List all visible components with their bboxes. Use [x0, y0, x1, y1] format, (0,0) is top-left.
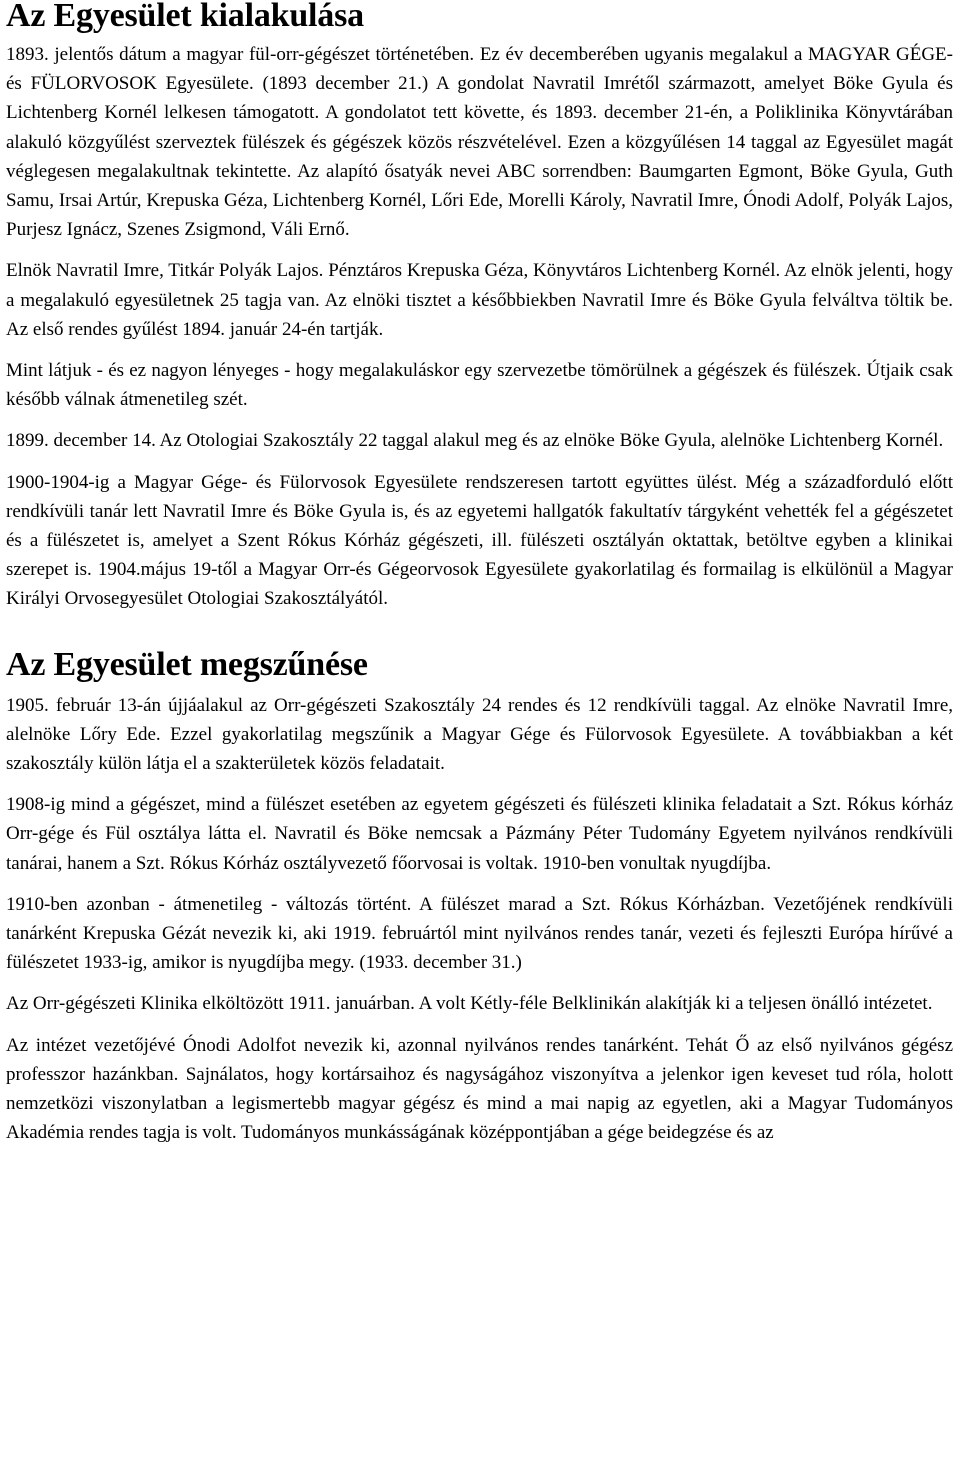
paragraph-founding-history: 1893. jelentős dátum a magyar fül-orr-gégészet történetében. Ez év decemberében ugyanis megalakul a MAGYAR GÉGE- és FÜLORVOSOK Egyesülete. (1893 december 21.) A gondolat Navratil Imrétől származott, amelyet Böke Gyula és Lichtenberg Kornél lelkesen támogatott. A gondolatot tett követte, és 1893. december 21-én, a Poliklinika Könyvtárában alakuló közgyűlést szerveztek fülészek és gégészek közös részvételével. Ezen a közgyűlésen 14 taggal az Egyesület magát véglegesen megalakultnak tekintette. Az alapító ősatyák nevei ABC sorrendben: Baumgarten Egmont, Böke Gyula, Guth Samu, Irsai Artúr, Krepuska Géza, Lichtenberg Kornél, Lőri Ede, Morelli Károly, Navratil Imre, Ónodi Adolf, Polyák Lajos, Purjesz Ignácz, Szenes Zsigmond, Váli Ernő. [6, 44, 953, 241]
paragraph-otology-section-1899: 1899. december 14. Az Otologiai Szakosztály 22 taggal alakul meg és az elnöke Böke Gyula, alelnöke Lichtenberg Kornél. [6, 430, 944, 452]
paragraph-clinic-relocation-1911: Az Orr-gégészeti Klinika elköltözött 1911. januárban. A volt Kétly-féle Belklinikán alakítják ki a teljesen önálló intézetet. [6, 993, 933, 1015]
paragraph-joint-meetings-1900-1904: 1900-1904-ig a Magyar Gége- és Fülorvosok Egyesülete rendszeresen tartott együttes ülést. Még a századforduló előtt rendkívüli tanár lett Navratil Imre és Böke Gyula is, és az egyetemi hallgatók fakultatív tárgyként vehették fel a gégészetet és a fülészetet is, amelyet a Szent Rókus Kórház gégészeti, ill. fülészeti osztályán oktattak, betöltve egyben a klinikai szerepet is. 1904.május 19-től a Magyar Orr-és Gégeorvosok Egyesülete gyakorlatilag és formailag is elkülönül a Magyar Királyi Orvosegyesület Otologiai Szakosztályától. [6, 471, 953, 610]
paragraph-rokus-hospital-1908: 1908-ig mind a gégészet, mind a fülészet esetében az egyetem gégészeti és fülészeti klinika feladatait a Szt. Rókus kórház Orr-gége és Fül osztálya látta el. Navratil és Böke nemcsak a Pázmány Péter Tudomány Egyetem nyilvános rendkívüli tanárai, hanem a Szt. Rókus Kórház osztályvezető főorvosai is voltak. 1910-ben vonultak nyugdíjba. [6, 794, 953, 874]
paragraph-reorganization-1905: 1905. február 13-án újjáalakul az Orr-gégészeti Szakosztály 24 rendes és 12 rendkívüli taggal. Az elnöke Navratil Imre, alelnöke Lőry Ede. Ezzel gyakorlatilag megszűnik a Magyar Gége és Fülorvosok Egyesülete. A továbbiakban a két szakosztály külön látja el a szakterületek közös feladatait. [6, 694, 953, 775]
section-heading-founding: Az Egyesület kialakulása [6, 0, 364, 34]
paragraph-officers: Elnök Navratil Imre, Titkár Polyák Lajos. Pénztáros Krepuska Géza, Könyvtáros Lichtenberg Kornél. Az elnök jelenti, hogy a megalakuló egyesületnek 25 tagja van. Az elnöki tisztet a későbbiekben Navratil Imre és Böke Gyula felváltva töltik be. Az első rendes gyűlést 1894. január 24-én tartják. [6, 260, 953, 340]
paragraph-unified-organization: Mint látjuk - és ez nagyon lényeges - hogy megalakuláskor egy szervezetbe tömörülnek a gégészek és fülészek. Útjaik csak később válnak átmenetileg szét. [6, 360, 953, 411]
paragraph-changes-1910: 1910-ben azonban - átmenetileg - változás történt. A fülészet marad a Szt. Rókus Kórházban. Vezetőjének rendkívüli tanárként Krepuska Gézát nevezik ki, aki 1919. februártól mint nyilvános rendes tanár, vezeti és fejleszti Európa hírűvé a fülészetet 1933-ig, amikor is nyugdíjba megy. (1933. december 31.) [6, 893, 953, 974]
section-heading-dissolution: Az Egyesület megszűnése [6, 645, 368, 683]
paragraph-onodi-adolf: Az intézet vezetőjévé Ónodi Adolfot nevezik ki, azonnal nyilvános rendes tanárként. Tehát Ő az első nyilvános gégész professzor hazánkban. Sajnálatos, hogy kortársaihoz és nagyságához viszonyítva a jelenkor igen keveset tud róla, holott nemzetközi viszonylatban a legismertebb magyar gégész és mind a mai napig az egyetlen, aki a Magyar Tudományos Akadémia rendes tagja is volt. Tudományos munkásságának középpontjában a gége beidegzése és az [6, 1034, 953, 1144]
